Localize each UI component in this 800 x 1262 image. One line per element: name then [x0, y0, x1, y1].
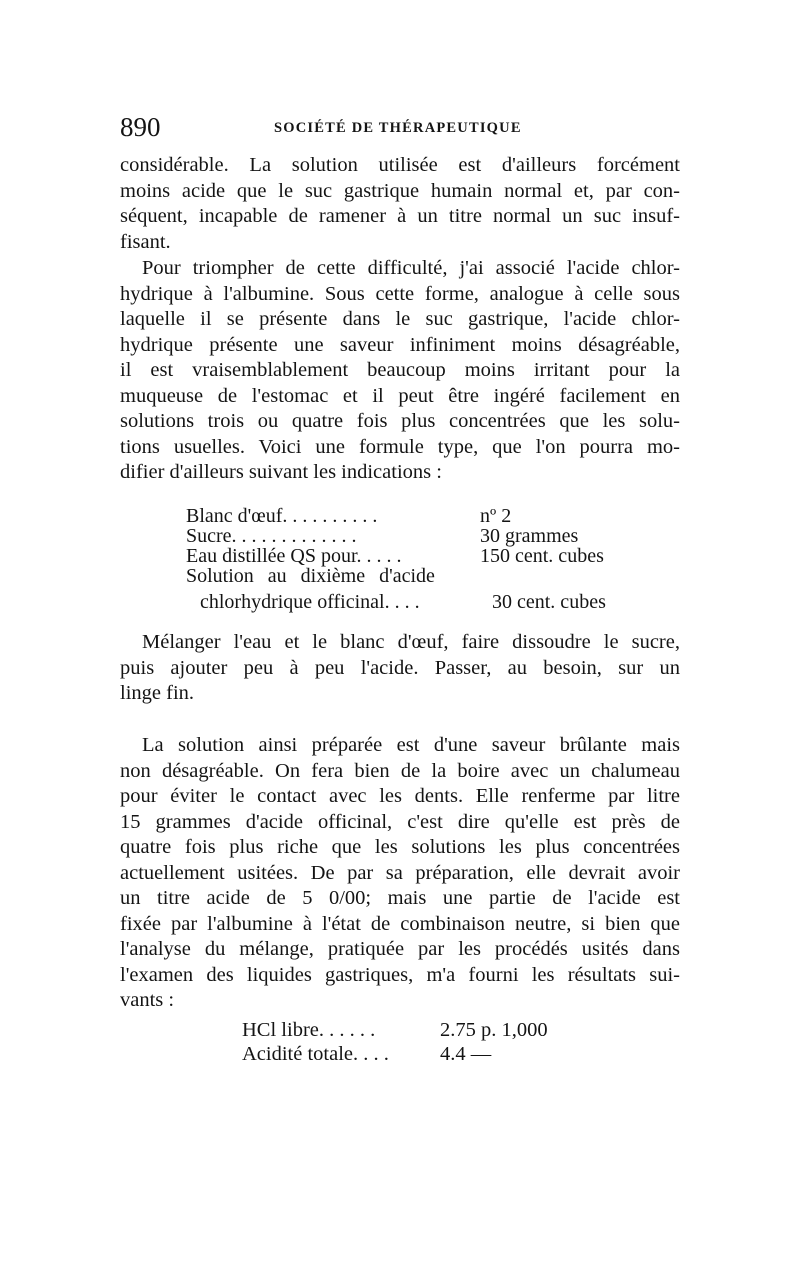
- text-line: l'examen des liquides gastriques, m'a fourni les résultats sui-: [120, 963, 680, 986]
- text-line: muqueuse de l'estomac et il peut être ingéré facilement en: [120, 384, 680, 407]
- result-row: [242, 1042, 582, 1066]
- paragraph-difficulty: [120, 256, 680, 486]
- text-line: hydrique présente une saveur infiniment moins désagréable,: [120, 333, 680, 356]
- text-line: tions usuelles. Voici une formule type, que l'on pourra mo-: [120, 435, 680, 458]
- recipe-quantity: 30 cent. cubes: [492, 591, 606, 613]
- result-row: [242, 1018, 582, 1042]
- text-line: fisant.: [120, 230, 171, 253]
- text-line: considérable. La solution utilisée est d'ailleurs forcément: [120, 154, 680, 176]
- result-label: HCl libre. . . . . .: [242, 1019, 376, 1041]
- recipe-quantity: nº 2: [480, 505, 512, 527]
- text-line: Pour triompher de cette difficulté, j'ai associé l'acide chlor-: [142, 257, 680, 279]
- text-line: vants :: [120, 989, 175, 1011]
- recipe-row: [186, 546, 626, 566]
- text-line: séquent, incapable de ramener à un titre normal un suc insuf-: [120, 205, 680, 227]
- recipe-quantity: 150 cent. cubes: [480, 545, 604, 567]
- text-line: actuellement usitées. De par sa préparation, elle devrait avoir: [120, 861, 680, 884]
- text-line: hydrique à l'albumine. Sous cette forme, analogue à celle sous: [120, 282, 680, 305]
- text-line: Mélanger l'eau et le blanc d'œuf, faire dissoudre le sucre,: [142, 631, 680, 653]
- text-line: La solution ainsi préparée est d'une saveur brûlante mais: [142, 734, 680, 756]
- page-header: [120, 112, 680, 142]
- text-line: linge fin.: [120, 682, 195, 704]
- text-line: moins acide que le suc gastrique humain normal et, par con-: [120, 179, 680, 202]
- result-label: Acidité totale. . . .: [242, 1043, 389, 1065]
- running-head: SOCIÉTÉ DE THÉRAPEUTIQUE: [274, 120, 522, 136]
- recipe-row: [186, 566, 626, 586]
- text-line: pour éviter le contact avec les dents. Elle renferme par litre: [120, 785, 680, 807]
- text-line: quatre fois plus riche que les solutions les plus concentrées: [120, 836, 680, 858]
- recipe-formula: [186, 506, 626, 612]
- text-line: difier d'ailleurs suivant les indications :: [120, 461, 442, 483]
- paragraph-instructions: [120, 630, 680, 707]
- recipe-row: [186, 592, 626, 612]
- text-line: laquelle il se présente dans le suc gastrique, l'acide chlor-: [120, 308, 680, 330]
- recipe-row: [186, 506, 626, 526]
- page-number: 890: [120, 112, 161, 142]
- text-line: non désagréable. On fera bien de la boire avec un chalumeau: [120, 759, 680, 782]
- recipe-ingredient: chlorhydrique officinal. . . .: [200, 591, 420, 613]
- text-line: 15 grammes d'acide officinal, c'est dire qu'elle est près de: [120, 810, 680, 833]
- recipe-ingredient: Blanc d'œuf. . . . . . . . . .: [186, 505, 378, 527]
- recipe-ingredient: Solution au dixième d'acide: [186, 565, 435, 587]
- result-value: 2.75 p. 1,000: [440, 1019, 548, 1041]
- text-line: un titre acide de 5 0/00; mais une partie de l'acide est: [120, 887, 680, 909]
- analysis-results: [242, 1018, 582, 1066]
- text-line: il est vraisemblablement beaucoup moins irritant pour la: [120, 359, 680, 381]
- text-line: solutions trois ou quatre fois plus concentrées que les solu-: [120, 410, 680, 432]
- paragraph-analysis: [120, 733, 680, 1014]
- text-line: fixée par l'albumine à l'état de combinaison neutre, si bien que: [120, 912, 680, 935]
- result-value: 4.4 —: [440, 1043, 492, 1065]
- text-line: puis ajouter peu à peu l'acide. Passer, au besoin, sur un: [120, 656, 680, 679]
- paragraph-continuation: [120, 153, 680, 255]
- text-line: l'analyse du mélange, pratiquée par les procédés usités dans: [120, 938, 680, 960]
- recipe-ingredient: Eau distillée QS pour. . . . .: [186, 545, 402, 567]
- recipe-ingredient: Sucre. . . . . . . . . . . . .: [186, 525, 357, 547]
- recipe-row: [186, 526, 626, 546]
- recipe-quantity: 30 grammes: [480, 525, 579, 547]
